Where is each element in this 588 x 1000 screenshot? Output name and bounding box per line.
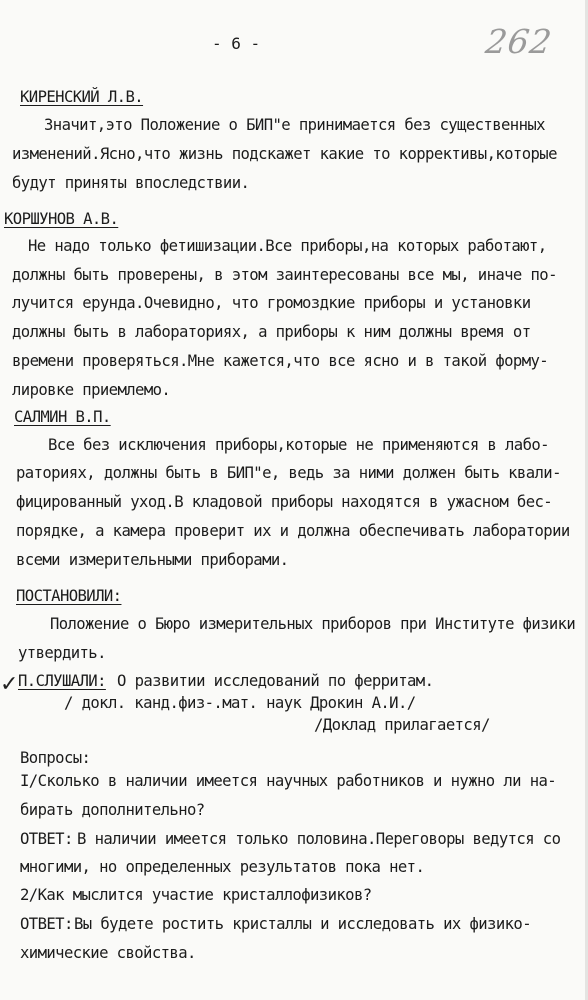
heard-heading: П.СЛУШАЛИ:	[18, 672, 106, 690]
text-line: В наличии имеется только половина.Переговоры ведутся со	[77, 830, 561, 848]
questions-heading: Вопросы:	[20, 749, 91, 767]
text-line: будут приняты впоследствии.	[12, 174, 250, 192]
text-line: Положение о Бюро измерительных приборов при Институте физики	[50, 615, 576, 633]
text-line: Не надо только фетишизации.Все приборы,на которых работают,	[28, 237, 547, 255]
text-line: лучится ерунда.Очевидно, что громоздкие приборы и установки	[12, 294, 531, 312]
text-line: Вы будете ростить кристаллы и исследовать их физико-	[74, 915, 531, 933]
text-line: Все без исключения приборы,которые не применяются в лабо-	[48, 436, 549, 454]
text-line: /Доклад прилагается/	[314, 716, 490, 734]
answer-label: ОТВЕТ:	[20, 830, 73, 848]
text-line: бирать дополнительно?	[20, 801, 205, 819]
speaker-korshunov: КОРШУНОВ А.В.	[4, 210, 119, 228]
answer-label: ОТВЕТ:	[20, 915, 73, 933]
text-line: времени проверяться.Мне кажется,что все ясно и в такой форму-	[12, 352, 549, 370]
checkmark-icon: ✓	[0, 672, 19, 697]
archive-number-handwritten: 262	[483, 22, 555, 61]
text-line: раториях, должны быть в БИП"е, ведь за ними должен быть квали-	[16, 464, 561, 482]
text-line: О развитии исследований по ферритам.	[117, 672, 434, 690]
text-line: должны быть проверены, в этом заинтересованы все мы, иначе по-	[12, 266, 557, 284]
text-line: должны быть в лабораториях, а приборы к ним должны время от	[12, 323, 531, 341]
resolved-heading: ПОСТАНОВИЛИ:	[16, 587, 122, 605]
text-line: утвердить.	[18, 644, 106, 662]
page-number: - 6 -	[212, 34, 261, 53]
text-line: всеми измерительными приборами.	[16, 551, 289, 569]
text-line: 2/Как мыслится участие кристаллофизиков?	[20, 886, 372, 904]
text-line: многими, но определенных результатов пока нет.	[20, 858, 425, 876]
text-line: Значит,это Положение о БИП"е принимается без существенных	[44, 116, 545, 134]
speaker-kirensky: КИРЕНСКИЙ Л.В.	[20, 88, 144, 106]
text-line: порядке, а камера проверит их и должна обеспечивать лаборатории	[16, 522, 570, 540]
text-line: / докл. канд.физ-.мат. наук Дрокин А.И./	[64, 694, 416, 712]
text-line: изменений.Ясно,что жизнь подскажет какие то коррективы,которые	[12, 145, 557, 163]
speaker-salmin: САЛМИН В.П.	[14, 408, 111, 426]
text-line: фицированный уход.В кладовой приборы находятся в ужасном бес-	[16, 493, 553, 511]
text-line: I/Сколько в наличии имеется научных работников и нужно ли на-	[20, 772, 557, 790]
text-line: лировке приемлемо.	[12, 381, 171, 399]
text-line: химические свойства.	[20, 944, 196, 962]
